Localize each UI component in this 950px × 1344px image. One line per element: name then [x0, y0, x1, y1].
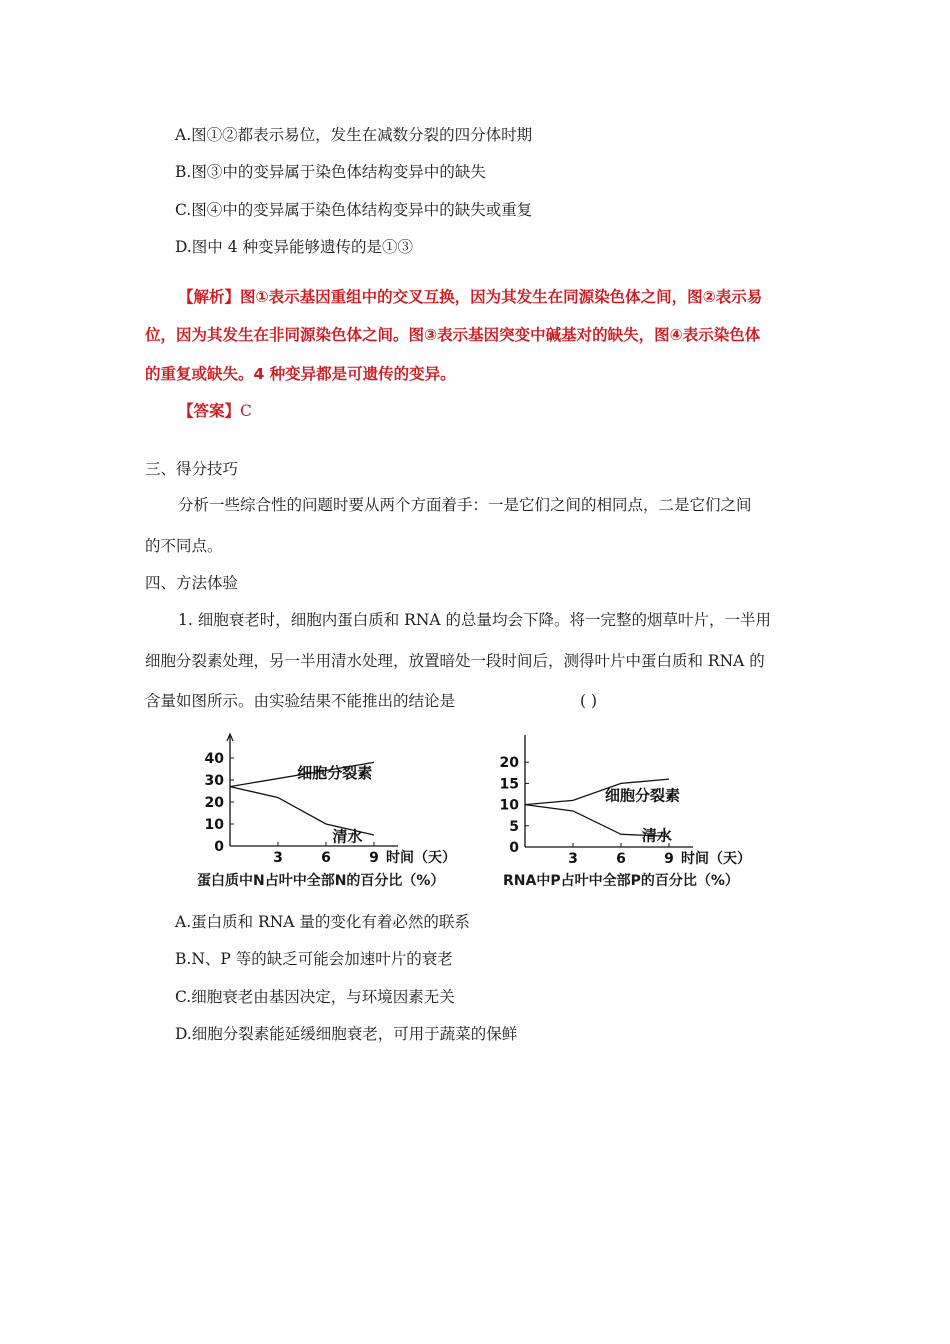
section3-title: 三、得分技巧	[145, 460, 239, 478]
x-tick-label: 9	[664, 851, 674, 867]
q1-option-c: C.细胞衰老由基因决定，与环境因素无关	[175, 988, 455, 1006]
y-tick-label: 30	[204, 773, 224, 789]
series-label-water: 清水	[641, 826, 672, 845]
analysis-line-2: 位，因为其发生在非同源染色体之间。图③表示基因突变中碱基对的缺失，图④表示染色体	[145, 326, 761, 344]
y-tick-label: 5	[509, 818, 519, 835]
y-tick-label: 40	[204, 751, 224, 767]
answer	[178, 400, 252, 422]
y-tick-label: 0	[214, 839, 224, 855]
q1-option-d: D.细胞分裂素能延缓细胞衰老，可用于蔬菜的保鲜	[175, 1025, 518, 1043]
protein-n-chart	[185, 730, 475, 865]
option-b: B.图③中的变异属于染色体结构变异中的缺失	[175, 163, 486, 181]
series-label-cytokinin: 细胞分裂素	[605, 786, 681, 805]
series-label-water: 清水	[332, 827, 363, 846]
x-axis-label: 时间（天）	[386, 850, 456, 865]
q1-bracket: ( )	[580, 692, 598, 710]
chart2-caption: RNA中P占叶中全部P的百分比（%）	[503, 873, 739, 889]
option-a: A.图①②都表示易位，发生在减数分裂的四分体时期	[175, 126, 533, 144]
answer-label: 【答案】	[178, 402, 241, 420]
q1-line-3: 含量如图所示。由实验结果不能推出的结论是	[145, 692, 456, 710]
y-tick-label: 0	[509, 840, 519, 856]
y-tick-label: 20	[499, 755, 519, 772]
y-tick-label: 10	[204, 817, 224, 833]
analysis-line-1: 【解析】图①表示基因重组中的交叉互换，因为其发生在同源染色体之间，图②表示易	[178, 288, 763, 306]
y-tick-label: 10	[499, 797, 519, 814]
x-axis-label: 时间（天）	[681, 851, 751, 867]
section3-body-2: 的不同点。	[145, 537, 223, 555]
series-label-cytokinin: 细胞分裂素	[297, 763, 373, 782]
q1-option-b: B.N、P 等的缺乏可能会加速叶片的衰老	[175, 950, 453, 968]
x-tick-label: 9	[369, 850, 379, 865]
section4-title: 四、方法体验	[145, 574, 239, 592]
q1-option-a: A.蛋白质和 RNA 量的变化有着必然的联系	[175, 913, 470, 931]
analysis-line-3: 的重复或缺失。4 种变异都是可遗传的变异。	[145, 365, 456, 383]
y-tick-label: 15	[499, 776, 519, 793]
x-tick-label: 6	[321, 850, 331, 865]
section3-body-1: 分析一些综合性的问题时要从两个方面着手：一是它们之间的相同点，二是它们之间	[178, 496, 752, 514]
x-tick-label: 3	[273, 850, 283, 865]
y-tick-label: 20	[204, 795, 224, 811]
q1-line-1: 1. 细胞衰老时，细胞内蛋白质和 RNA 的总量均会下降。将一完整的烟草叶片，一半用	[178, 611, 771, 629]
q1-line-2: 细胞分裂素处理，另一半用清水处理，放置暗处一段时间后，测得叶片中蛋白质和 RNA 的	[145, 652, 765, 670]
answer-value: C	[240, 402, 252, 420]
rna-p-chart	[495, 735, 785, 870]
x-tick-label: 6	[616, 851, 626, 867]
chart1-caption: 蛋白质中N占叶中全部N的百分比（%）	[197, 873, 445, 889]
option-c: C.图④中的变异属于染色体结构变异中的缺失或重复	[175, 201, 533, 219]
option-d: D.图中 4 种变异能够遗传的是①③	[175, 238, 414, 256]
x-tick-label: 3	[568, 851, 578, 867]
